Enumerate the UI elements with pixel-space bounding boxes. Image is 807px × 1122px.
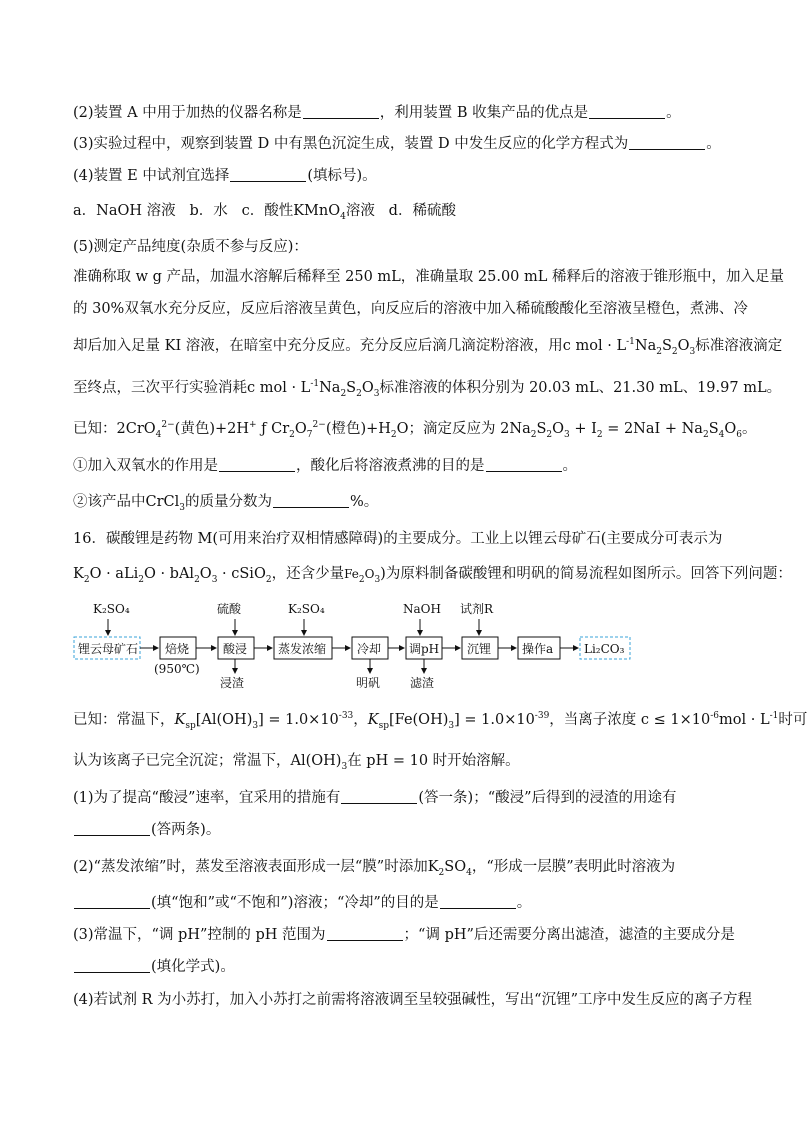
question-2: (2)装置 A 中用于加热的仪器名称是 ，利用装置 B 收集产品的优点是 。: [73, 105, 681, 121]
leach-text: 酸浸: [223, 642, 248, 656]
cooling-text: 冷却: [357, 642, 382, 656]
question-16-4: (4)若试剂 R 为小苏打，加入小苏打之前需将溶液调至呈较强碱性，写出“沉锂”工序中发生反应的离子方程: [73, 992, 752, 1008]
answer-blank[interactable]: [219, 456, 295, 472]
answer-blank[interactable]: [486, 456, 562, 472]
known-equations: 已知：2CrO$_4^{2-}$(黄色)+2H+ ƒ $Cr_2O_7^{2-}$(橙色)$+H_2O$；滴定反应为 $2Na_2S_2O_3 + I_2 = 2NaI + Na_2S_4O_6$。: [73, 420, 757, 440]
precipitate-li-text: 沉锂: [467, 642, 492, 656]
question-16-2: (2)“蒸发浓缩”时，蒸发至溶液表面形成一层“膜”时添加$K_2SO_4$，“形成一层膜”表明此时溶液为: [73, 859, 676, 878]
question-4-options: [73, 201, 723, 221]
question-5-para: 却后加入足量 KI 溶液，在暗室中充分反应。充分反应后滴几滴淀粉溶液，用c mol · $L^{-1}Na_2S_2O_3$标准溶液滴定: [73, 337, 783, 357]
sub-question-2: ②该产品中CrCl$_3$的质量分数为 %。: [73, 494, 379, 513]
answer-blank[interactable]: [341, 788, 417, 804]
naoh-label: NaOH: [403, 602, 441, 616]
filter-residue-label: 滤渣: [410, 676, 435, 690]
product-text: Li₂CO₃: [584, 642, 625, 656]
option-d: d．稀硫酸: [388, 203, 456, 219]
known-constants: 已知：常温下，$K_{sp}[Al(OH)_3] = 1.0\times 10^{-33}$，$K_{sp}[Fe(OH)_3] = 1.0\times 10^{-39}$，当离子浓度 $c \le 1\times 10^{-6}mol \cdot L^{-1}$时可: [73, 711, 807, 731]
question-16-3: (3)常温下，“调 pH”控制的 pH 范围为 ；“调 pH”后还需要分离出滤渣，滤渣的主要成分是: [73, 927, 735, 943]
answer-blank[interactable]: [303, 103, 379, 119]
leach-residue-label: 浸渣: [220, 676, 245, 690]
question-5-title: (5)测定产品纯度(杂质不参与反应)：: [73, 239, 308, 255]
question-3: (3)实验过程中，观察到装置 D 中有黑色沉淀生成，装置 D 中发生反应的化学方程式为 。: [73, 136, 721, 152]
answer-blank[interactable]: [440, 893, 516, 909]
question-16-intro: $K_2O \cdot aLi_2O \cdot bAl_2O_3$ · cSiO$_2$，还含少量$Fe_2O_3$)为原料制备碳酸锂和明矾的简易流程如图所示。回答下列问题：: [73, 566, 792, 585]
question-16-1: (1)为了提高“酸浸”速率，宜采用的措施有 (答一条)；“酸浸”后得到的浸渣的用途有: [73, 790, 677, 806]
answer-blank[interactable]: [629, 134, 705, 150]
sulfuric-acid-label: 硫酸: [217, 602, 242, 616]
operation-a-text: 操作a: [522, 642, 554, 656]
k2so4-label-2: K₂SO₄: [288, 602, 325, 616]
question-16-3: (填化学式)。: [73, 957, 723, 977]
reagent-r-label: 试剂R: [460, 602, 494, 616]
question-16-1: (答两条)。: [73, 820, 723, 840]
answer-blank[interactable]: [230, 166, 306, 182]
k2so4-label-1: K₂SO₄: [93, 602, 130, 616]
answer-blank[interactable]: [327, 925, 403, 941]
known-constants: 认为该离子已完全沉淀；常温下，$Al(OH)_3$在 pH = 10 时开始溶解。: [73, 753, 520, 772]
answer-blank[interactable]: [74, 893, 150, 909]
sub-question-1: ①加入双氧水的作用是 ，酸化后将溶液煮沸的目的是 。: [73, 458, 577, 474]
question-5-para: 至终点，三次平行实验消耗c mol · $L^{-1}Na_2S_2O_3$标准溶液的体积分别为 20.03 mL、21.30 mL、19.97 mL。: [73, 379, 782, 399]
question-16-2: (填“饱和”或“不饱和”)溶液；“冷却”的目的是 。: [73, 893, 723, 913]
evaporation-text: 蒸发浓缩: [278, 642, 327, 656]
alum-label: 明矾: [356, 676, 381, 690]
option-a: a．NaOH 溶液: [73, 203, 176, 219]
roast-text: 焙烧: [165, 642, 190, 656]
option-b: b．水: [189, 203, 228, 219]
answer-blank[interactable]: [273, 492, 349, 508]
answer-blank[interactable]: [589, 103, 665, 119]
process-flow-diagram: [70, 597, 690, 697]
question-5-para: 准确称取 w g 产品，加温水溶解后稀释至 250 mL，准确量取 25.00 mL 稀释后的溶液于锥形瓶中，加入足量: [73, 269, 785, 285]
ore-text: 锂云母矿石: [78, 642, 139, 656]
answer-blank[interactable]: [74, 957, 150, 973]
question-5-para: 的 30%双氧水充分反应，反应后溶液呈黄色，向反应后的溶液中加入稀硫酸酸化至溶液呈橙色，煮沸、冷: [73, 301, 748, 317]
answer-blank[interactable]: [74, 820, 150, 836]
temperature-label: (950℃): [154, 662, 200, 676]
question-4: (4)装置 E 中试剂宜选择 (填标号)。: [73, 168, 377, 184]
adjust-ph-text: 调pH: [409, 642, 440, 656]
option-c: c．酸性KMnO$_4$溶液: [241, 203, 375, 222]
question-16-intro: 16．碳酸锂是药物 M(可用来治疗双相情感障碍)的主要成分。工业上以锂云母矿石(主要成分可表示为: [73, 531, 723, 547]
